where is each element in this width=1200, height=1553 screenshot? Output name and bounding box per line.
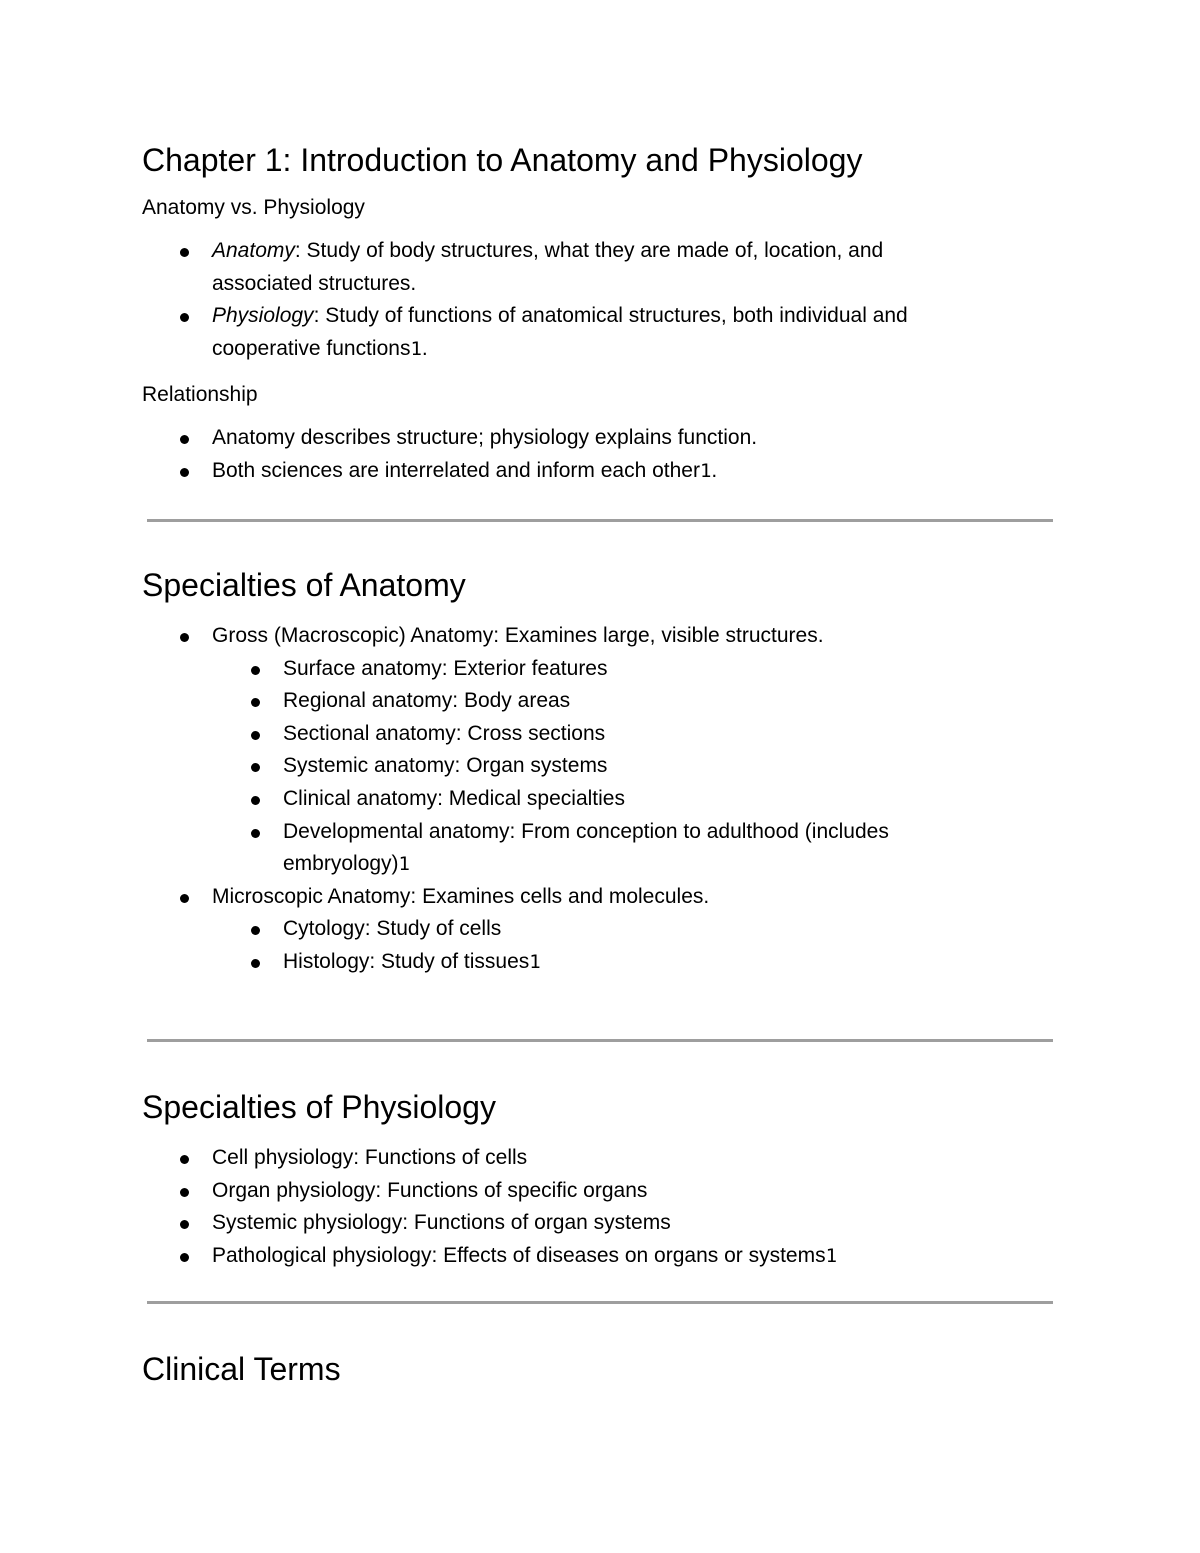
sub-list-item [0,718,983,751]
list-item [0,620,1012,653]
bullet-icon [180,248,189,257]
list-item-text: Microscopic Anatomy: Examines cells and molecules. [212,884,710,908]
list-item-text: Pathological physiology: Effects of diseases on organs or systems [212,1243,826,1267]
bullet-icon [180,1220,189,1229]
bullet-icon [180,435,189,444]
list-item [0,1207,1012,1240]
list-item [0,1175,1012,1208]
subheading-relationship: Relationship [142,383,258,406]
sub-list-item [0,946,983,979]
section-title-physiology: Specialties of Physiology [142,1089,496,1125]
section-title-anatomy: Specialties of Anatomy [142,567,466,603]
bullet-icon [180,633,189,642]
definition-continuation: cooperative functions [212,336,411,360]
horizontal-divider [147,1039,1053,1042]
section-title-clinical-terms: Clinical Terms [142,1351,341,1387]
bullet-icon [180,468,189,477]
bullet-icon [180,313,189,322]
bullet-icon [180,1253,189,1262]
list-item-text: Anatomy describes structure; physiology explains function. [212,426,758,449]
reference-marker: 1 [410,337,422,360]
punctuation: . [711,458,718,482]
definitions-list [0,235,1012,365]
list-item [0,422,1012,455]
sub-list-item [0,816,983,881]
list-item-text: Gross (Macroscopic) Anatomy: Examines large, visible structures. [212,624,824,647]
list-item [0,455,1012,488]
list-item-text: Histology: Study of tissues [283,949,530,973]
reference-marker: 1 [529,950,541,973]
bullet-icon [251,959,260,968]
subheading-anatomy-vs-physiology: Anatomy vs. Physiology [142,196,365,219]
bullet-icon [251,829,260,838]
physiology-specialties-list [0,1142,1012,1272]
sub-list-item [0,685,983,718]
list-item [0,235,1012,300]
definition-text: : Study of body structures, what they are made of, location, and [294,239,884,262]
definition-text: : Study of functions of anatomical structures, both individual and [313,304,908,328]
list-item-text: Systemic physiology: Functions of organ systems [212,1211,671,1235]
list-item [0,1142,1012,1175]
sub-list-item [0,653,983,686]
list-item-text: Clinical anatomy: Medical specialties [283,786,625,810]
definition-continuation: associated structures. [212,271,417,295]
relationship-list [0,422,1012,487]
list-item [0,1240,1012,1273]
term-physiology: Physiology [212,304,314,328]
list-item-text: Systemic anatomy: Organ systems [283,754,608,778]
bullet-icon [251,796,260,805]
punctuation: . [421,336,428,360]
list-item-text: Developmental anatomy: From conception to adulthood (includes [283,819,889,843]
bullet-icon [180,1188,189,1197]
bullet-icon [251,926,260,935]
reference-marker: 1 [699,459,712,482]
bullet-icon [251,698,260,707]
list-item-text: Both sciences are interrelated and inform each other [212,458,700,482]
term-anatomy: Anatomy [212,239,295,262]
list-item-text: Regional anatomy: Body areas [283,689,571,713]
bullet-icon [180,1155,189,1164]
bullet-icon [180,894,189,903]
horizontal-divider [147,519,1053,522]
horizontal-divider [147,1301,1053,1304]
list-item [0,881,1012,914]
sub-list-item [0,913,983,946]
list-item-text: Cell physiology: Functions of cells [212,1146,528,1169]
bullet-icon [251,666,260,675]
reference-marker: 1 [825,1244,838,1267]
anatomy-specialties-list [0,620,1012,979]
bullet-icon [251,731,260,740]
list-item-text: Cytology: Study of cells [283,917,502,941]
chapter-title: Chapter 1: Introduction to Anatomy and Physiology [142,142,863,178]
list-item-continuation: embryology) [283,852,399,876]
list-item [0,300,1012,365]
list-item-text: Sectional anatomy: Cross sections [283,721,606,745]
list-item-text: Surface anatomy: Exterior features [283,656,608,680]
reference-marker: 1 [398,853,410,876]
list-item-text: Organ physiology: Functions of specific organs [212,1178,648,1202]
bullet-icon [251,763,260,772]
sub-list-item [0,783,983,816]
sub-list-item [0,750,983,783]
